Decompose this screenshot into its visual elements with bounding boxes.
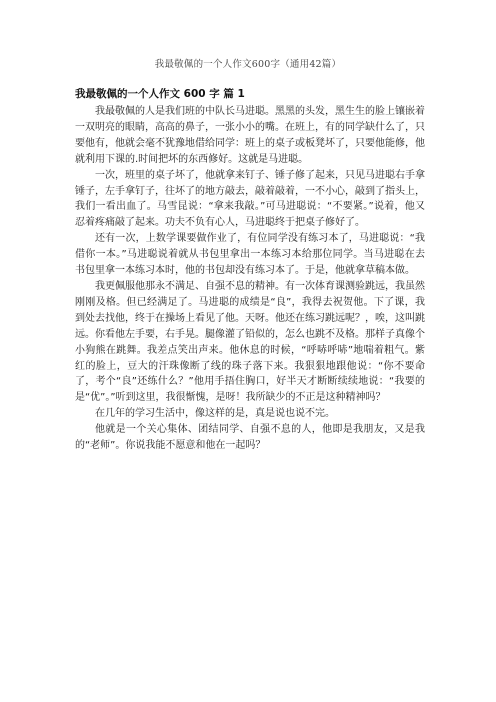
paragraph-1: 我最敬佩的人是我们班的中队长马进聪。黑黑的头发，黑生生的脸上镶嵌着一双明亮的眼睛，高高的鼻子，一张小小的嘴。在班上，有的同学缺什么了，只要他有，他就会毫不犹豫地借给同学：班上的桌子或板凳坏了，只要他能修，他就利用下课的.时间把坏的东西修好。这就是马进聪。 bbox=[75, 106, 425, 165]
document-header: 我最敬佩的一个人作文600字（通用42篇） bbox=[154, 59, 342, 70]
paragraph-5: 在几年的学习生活中，像这样的是，真是说也说不完。 bbox=[95, 408, 335, 420]
paragraph-6: 他就是一个关心集体、团结同学、自强不息的人，他即是我朋友，又是我的“老师”。你说我能不愿意和他在一起吗？ bbox=[75, 424, 425, 452]
paragraph-3: 还有一次，上数学课要做作业了，有位同学没有练习本了，马进聪说：“我借你一本。”马进聪说着就从书包里拿出一本练习本给那位同学。当马进聪在去书包里拿一本练习本时，他的书包却没有练习本了。于是，他就拿草稿本做。 bbox=[75, 233, 425, 277]
article-title: 我最敬佩的一个人作文 600 字 篇 1 bbox=[75, 88, 245, 100]
article-body bbox=[75, 86, 425, 454]
paragraph-2: 一次，班里的桌子坏了，他就拿来钉子、锤子修了起来，只见马进聪右手拿锤子，左手拿钉子，往坏了的地方敲去，敲着敲着，一不小心，敲到了指头上，我们一看出血了。马雪昆说：“拿来我敲。”可马进聪说：“不要紧。”说着，他又忍着疼痛敲了起来。功夫不负有心人，马进聪终于把桌子修好了。 bbox=[75, 169, 425, 229]
paragraph-4: 我更佩服他那永不满足、自强不息的精神。有一次体育课测验跳远，我虽然刚刚及格。但已经满足了。马进聪的成绩是“良”，我得去祝贺他。下了课，我到处去找他，终于在操场上看见了他。天呀。他还在练习跳远呢？，唉，这叫跳远。你看他左手要，右手晃。腿像灌了铅似的，怎么也跳不及格。那样子真像个小狗熊在跳舞。我差点笑出声来。他休息的时候，“呼哧呼哧”地喘着粗气。紫红的脸上，豆大的汗珠像断了线的珠子落下来。我狠狠地跟他说：“你不要命了，考个“良”还练什么？”他用手捂住胸口，好半天才断断续续地说：“我要的是“优”。”听到这里，我很惭愧，是呀！我所缺少的不正是这种精神吗？ bbox=[75, 280, 425, 404]
